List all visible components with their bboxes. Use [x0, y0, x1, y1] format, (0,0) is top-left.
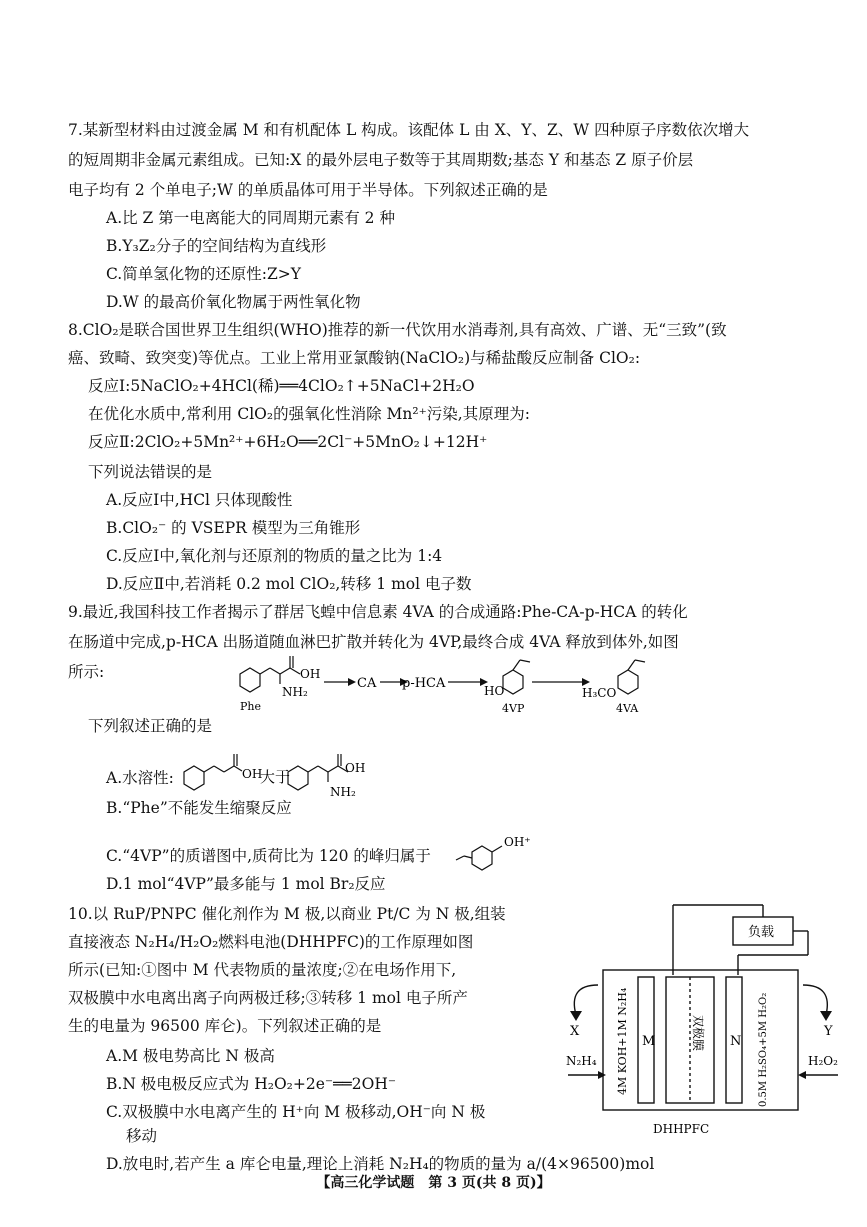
- output-y-label: Y: [824, 1024, 833, 1039]
- opt-a-comparison: 大于: [260, 768, 291, 786]
- q10-option-d: D.放电时,若产生 a 库仑电量,理论上消耗 N₂H₄的物质的量为 a/(4×96500)mol: [106, 1155, 655, 1173]
- q10-option-c-cont: 移动: [126, 1127, 158, 1145]
- input-n2h4-label: N₂H₄: [566, 1054, 597, 1068]
- page-footer: 【高三化学试题 第 3 页(共 8 页)】: [316, 1175, 551, 1191]
- diagram-caption: DHHPFC: [653, 1122, 710, 1136]
- fuel-cell-diagram: [558, 895, 848, 1145]
- scheme-h3co: H₃CO: [582, 686, 617, 700]
- q10-option-a: A.M 极电势高比 N 极高: [106, 1047, 275, 1065]
- opt-a-left-oh: OH: [242, 767, 263, 781]
- load-label: 负载: [748, 925, 775, 940]
- scheme-phe-label: Phe: [240, 700, 261, 713]
- q10-option-c: C.双极膜中水电离产生的 H⁺向 M 极移动,OH⁻向 N 极: [106, 1103, 486, 1121]
- right-solution-label: 0.5M H₂SO₄+5M H₂O₂: [758, 992, 769, 1107]
- q10-stem-line-3: 所示(已知:①图中 M 代表物质的量浓度;②在电场作用下,: [68, 961, 457, 979]
- membrane-label: 双极膜: [691, 1015, 705, 1052]
- opt-a-right-oh: OH: [345, 761, 366, 775]
- q7-stem-line-3: 电子均有 2 个单电子;W 的单质晶体可用于半导体。下列叙述正确的是: [68, 181, 548, 199]
- q9-question: 下列叙述正确的是: [88, 717, 213, 735]
- q8-option-d: D.反应Ⅱ中,若消耗 0.2 mol ClO₂,转移 1 mol 电子数: [106, 575, 472, 593]
- left-solution-label: 4M KOH+1M N₂H₄: [616, 987, 629, 1095]
- q9-option-b: B.“Phe”不能发生缩聚反应: [106, 799, 292, 817]
- scheme-phe-oh: OH: [300, 667, 321, 681]
- q10-stem-line-4: 双极膜中水电离出离子向两极迁移;③转移 1 mol 电子所产: [68, 989, 468, 1007]
- q9-option-a-structures: [180, 744, 390, 800]
- q7-option-c: C.简单氢化物的还原性:Z>Y: [106, 265, 301, 283]
- q7-stem-line-2: 的短周期非金属元素组成。已知:X 的最外层电子数等于其周期数;基态 Y 和基态 Z 原子价层: [68, 151, 694, 169]
- q8-stem-line-2: 癌、致畸、致突变)等优点。工业上常用亚氯酸钠(NaClO₂)与稀盐酸反应制备 ClO₂:: [68, 349, 641, 367]
- q8-stem-line-1: 8.ClO₂是联合国世界卫生组织(WHO)推荐的新一代饮用水消毒剂,具有高效、广谱、无“三致”(致: [68, 321, 727, 339]
- q8-option-c: C.反应Ⅰ中,氧化剂与还原剂的物质的量之比为 1:4: [106, 547, 443, 565]
- q10-stem-line-5: 生的电量为 96500 库仑)。下列叙述正确的是: [68, 1017, 382, 1035]
- q8-option-b: B.ClO₂⁻ 的 VSEPR 模型为三角锥形: [106, 519, 361, 537]
- q8-reaction-1: 反应Ⅰ:5NaClO₂+4HCl(稀)══4ClO₂↑+5NaCl+2H₂O: [88, 377, 475, 395]
- q7-option-a: A.比 Z 第一电离能大的同周期元素有 2 种: [106, 209, 395, 227]
- scheme-4vp: 4VP: [502, 702, 525, 715]
- q10-stem-line-1: 10.以 RuP/PNPC 催化剂作为 M 极,以商业 Pt/C 为 N 极,组装: [68, 905, 506, 923]
- q7-option-d: D.W 的最高价氧化物属于两性氧化物: [106, 293, 361, 311]
- q8-question: 下列说法错误的是: [88, 463, 213, 481]
- opt-c-ion-label: OH⁺: [504, 835, 531, 849]
- q8-stem-line-4: 在优化水质中,常利用 ClO₂的强氧化性消除 Mn²⁺污染,其原理为:: [88, 405, 530, 423]
- electrode-m-label: M: [642, 1034, 656, 1049]
- electrode-n-label: N: [730, 1034, 742, 1049]
- output-x-label: X: [570, 1024, 580, 1039]
- q10-option-b: B.N 极电极反应式为 H₂O₂+2e⁻══2OH⁻: [106, 1075, 397, 1093]
- q10-stem-line-2: 直接液态 N₂H₄/H₂O₂燃料电池(DHHPFC)的工作原理如图: [68, 933, 474, 951]
- scheme-ca: CA: [357, 676, 377, 691]
- scheme-4va: 4VA: [616, 702, 639, 715]
- scheme-phe-nh2: NH₂: [282, 685, 308, 699]
- q9-stem-line-2: 在肠道中完成,p-HCA 出肠道随血淋巴扩散并转化为 4VP,最终合成 4VA 释放到体外,如图: [68, 633, 679, 651]
- q9-option-a-prefix: A.水溶性:: [106, 769, 174, 787]
- q7-option-b: B.Y₃Z₂分子的空间结构为直线形: [106, 237, 327, 255]
- q8-reaction-2: 反应Ⅱ:2ClO₂+5Mn²⁺+6H₂O══2Cl⁻+5MnO₂↓+12H⁺: [88, 433, 488, 451]
- q8-option-a: A.反应Ⅰ中,HCl 只体现酸性: [106, 491, 293, 509]
- q9-stem-line-3: 所示:: [68, 663, 105, 681]
- input-h2o2-label: H₂O₂: [808, 1054, 838, 1068]
- q7-stem-line-1: 7.某新型材料由过渡金属 M 和有机配体 L 构成。该配体 L 由 X、Y、Z、W 四种原子序数依次增大: [68, 121, 750, 139]
- q9-option-d: D.1 mol“4VP”最多能与 1 mol Br₂反应: [106, 875, 386, 893]
- opt-a-right-nh2: NH₂: [330, 785, 356, 799]
- scheme-ho: HO: [484, 684, 505, 698]
- q9-synthesis-scheme: [230, 650, 670, 720]
- q9-option-c: C.“4VP”的质谱图中,质荷比为 120 的峰归属于: [106, 847, 431, 865]
- q9-option-c-ion-structure: [452, 832, 542, 872]
- scheme-phca: p-HCA: [402, 676, 446, 691]
- q9-stem-line-1: 9.最近,我国科技工作者揭示了群居飞蝗中信息素 4VA 的合成通路:Phe-CA-p-HCA 的转化: [68, 603, 688, 621]
